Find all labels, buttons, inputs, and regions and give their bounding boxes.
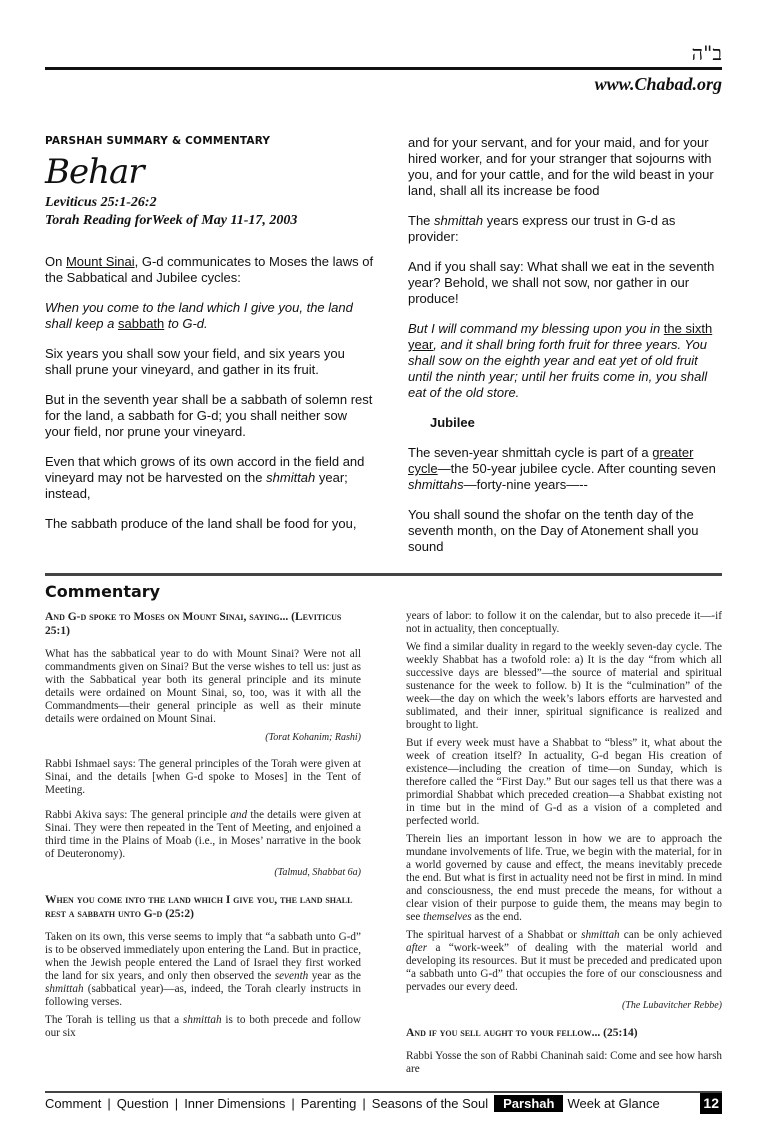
text-span: the details were given at Sinai. They were then repeated in the Tent of Meeting, and enjoined a third time in the Plains of Moab (i.e., in Moses’ narrative in the book of Deuteronomy). [45, 809, 361, 860]
reading-reference [45, 194, 375, 230]
text-span: The spiritual harvest of a Shabbat or [406, 929, 582, 941]
paragraph [45, 610, 361, 638]
paragraph [45, 758, 361, 797]
commentary-section [45, 610, 722, 1081]
text-span: and [230, 809, 248, 821]
text-span: seventh [274, 970, 309, 982]
summary-left-wrap [45, 135, 375, 569]
nav-inner-dimensions[interactable]: Inner Dimensions [184, 1095, 286, 1111]
paragraph [406, 833, 722, 924]
text-span: The sabbath produce of the land shall be food for you, [45, 516, 357, 531]
paragraph [408, 507, 722, 555]
text-span: Six years you shall sow your field, and six years you shall prune your vineyard, and gather in its fruit. [45, 346, 345, 377]
commentary-left-column [45, 610, 361, 1081]
paragraph [406, 929, 722, 994]
text-span: greater cycle [408, 445, 694, 476]
text-span: , and it shall bring forth fruit for three years. You shall sow on the eighth year and eat yet of old fruit until the ninth year; until her fruits come in, you shall eat of the old store. [408, 337, 708, 400]
text-span: Mount Sinai [65, 254, 135, 269]
nav-separator: | [291, 1095, 295, 1111]
text-span: and for your servant, and for your maid, and for your hired worker, and for your stranger that sojourns with you, and for your cattle, and for the wild beast in your land, shall all its increase be food [408, 135, 714, 198]
text-span: (sabbatical year)—as, indeed, the Torah clearly instructs in following verses. [45, 983, 361, 1008]
verse-heading: When you come into the land which I give you, the land shall rest a sabbath unto G-d (25:2) [45, 894, 353, 920]
text-span: is to both precede and follow our six [45, 1014, 361, 1039]
text-span: Taken on its own, this verse seems to imply that “a sabbath unto G-d” is to be observed immediately upon entering the Land. But in practice, when the Jewish people entered the Land of Israel they first worked the land for six years, and only then observed the [45, 931, 361, 982]
nav-question[interactable]: Question [116, 1095, 169, 1111]
site-url[interactable]: www.Chabad.org [594, 74, 722, 94]
paragraph [45, 516, 375, 532]
text-span: And if you shall say: What shall we eat in the seventh year? Behold, we shall not sow, nor gather in our produce! [408, 259, 715, 306]
text-span: as the end. [471, 911, 522, 923]
nav-separator: | [107, 1095, 111, 1111]
text-span: the sixth year [408, 321, 713, 352]
paragraph [408, 445, 722, 493]
text-span: a “work-week” of dealing with the material world and developing its resources. But it must be preceded and predicated upon “a sabbath unto G-d” that occupies the fore of our consciousness and pervades our every deed. [406, 942, 722, 993]
nav-parshah-active[interactable]: Parshah [494, 1095, 563, 1112]
page-title: Behar [45, 152, 144, 192]
summary-right-column [408, 135, 722, 569]
paragraph [408, 321, 722, 401]
nav-separator: | [174, 1095, 179, 1111]
paragraph [45, 931, 361, 1009]
paragraph [406, 1026, 722, 1040]
text-span: to G-d. [164, 316, 208, 331]
paragraph [430, 415, 722, 431]
text-span: On [45, 254, 66, 269]
nav-parenting[interactable]: Parenting [300, 1095, 357, 1111]
text-span: shmittah [183, 1014, 222, 1026]
text-span: shmittah [581, 929, 620, 941]
text-span: But I will command my blessing upon you in [408, 321, 664, 336]
text-span: sabbath [118, 316, 165, 331]
text-span: But in the seventh year shall be a sabbath of solemn rest for the land, a sabbath for G-d; you shall neither sow your field, nor prune your vineyard. [45, 392, 373, 439]
text-span: shmittah [266, 470, 316, 485]
commentary-divider [45, 573, 722, 576]
commentary-heading: Commentary [45, 582, 161, 601]
text-span: What has the sabbatical year to do with Mount Sinai? Were not all commandments given on Sinai? But the verse wishes to tell us: just as with the Sabbatical year both its general principle and its minute details were ordained on Mount Sinai, so, too, was it with all the Commandments—their general principle as well as their minute details were ordained on Mount Sinai. [45, 648, 361, 725]
paragraph [45, 392, 375, 440]
source-citation: (Torat Kohanim; Rashi) [265, 732, 361, 743]
header-rule [45, 67, 722, 70]
reading-week: Torah Reading forWeek of May 11-17, 2003 [45, 213, 298, 228]
paragraph [45, 732, 361, 744]
summary-left-column [45, 254, 375, 532]
text-span: Rabbi Yosse the son of Rabbi Chaninah said: Come and see how harsh are [406, 1050, 723, 1075]
verse-heading: And G-d spoke to Moses on Mount Sinai, saying... (Leviticus 25:1) [45, 611, 342, 637]
source-citation: (The Lubavitcher Rebbe) [622, 1000, 722, 1011]
paragraph [408, 213, 722, 245]
text-span: Rabbi Ishmael says: The general principles of the Torah were given at Sinai, and the details [when G-d spoke to Moses] in the Tent of Meeting. [45, 758, 361, 796]
paragraph [45, 254, 375, 286]
text-span: Therein lies an important lesson in how we are to approach the mundane involvements of life. True, we begin with the material, for in a world governed by cause and effect, the means inevitably precede the end. But what is first in actuality need not be first in mind. In mind and consciousness, the end must precede the means, for without a clear vision of their purpose to guide them, the means may begin to see [406, 833, 722, 923]
paragraph [406, 1050, 722, 1076]
nav-week-at-glance[interactable]: Week at Glance [567, 1095, 660, 1111]
verse-heading: And if you sell aught to your fellow... (25:14) [406, 1027, 638, 1039]
text-span: years of labor: to follow it on the calendar, but to also precede it—-if not in actuality, then conceptually. [406, 610, 722, 635]
paragraph [406, 737, 722, 828]
page-number: 12 [700, 1093, 722, 1114]
paragraph [45, 648, 361, 726]
paragraph [406, 610, 722, 636]
paragraph [45, 454, 375, 502]
text-span: The Torah is telling us that a [45, 1014, 183, 1026]
text-span: Even that which grows of its own accord in the field and vineyard may not be harvested on the [45, 454, 365, 485]
text-span: shmittah [45, 983, 84, 995]
paragraph [45, 809, 361, 861]
text-span: year as the [308, 970, 361, 982]
paragraph [45, 893, 361, 921]
source-citation: (Talmud, Shabbat 6a) [274, 867, 361, 878]
text-span: When you come to the land which I give you, the land shall keep a [45, 300, 353, 331]
nav-separator: | [362, 1095, 366, 1111]
text-span: We find a similar duality in regard to the weekly seven-day cycle. The weekly Shabbat has a twofold role: a) It is the day “from which all successive days are blessed”—the source of material and spiritual sustenance for the week to follow. b) It is the “culmination” of the week—the day on which the week’s labors efforts are harvested and sublimated, and their inner, spiritual significance is realized and brought to light. [406, 641, 722, 731]
text-span: —the 50-year jubilee cycle. After counting seven [437, 461, 716, 476]
text-span: can be only achieved [619, 929, 723, 941]
paragraph [408, 259, 722, 307]
paragraph [45, 1014, 361, 1040]
nav-seasons-of-the-soul[interactable]: Seasons of the Soul [371, 1095, 489, 1111]
subheading: Jubilee [430, 415, 475, 430]
hebrew-header-mark: ב"ה [691, 41, 722, 65]
text-span: But if every week must have a Shabbat to “bless” it, what about the week of creation itself? In actuality, G-d began His creation of existence—including the creation of time—on Sunday, which is therefore called the “First Day.” But our sages tell us that there was a primordial Shabbat which preceded creation—a Shabbat existing not in time but in the mind of G-d as a vision of a completed and perfected world. [406, 737, 722, 827]
text-span: The seven-year shmittah cycle is part of a [408, 445, 653, 460]
summary-section [45, 135, 722, 569]
text-span: after [406, 942, 428, 954]
paragraph [406, 641, 722, 732]
commentary-right-column [406, 610, 722, 1081]
text-span: , G-d communicates to Moses the laws of the Sabbatical and Jubilee cycles: [45, 254, 374, 285]
paragraph [408, 135, 722, 199]
paragraph [45, 867, 361, 879]
text-span: You shall sound the shofar on the tenth day of the seventh month, on the Day of Atonement shall you sound [408, 507, 699, 554]
text-span: shmittahs [408, 477, 464, 492]
scripture-reference: Leviticus 25:1-26:2 [45, 195, 157, 210]
text-span: shmittah [434, 213, 484, 228]
footer-nav [45, 1093, 722, 1113]
text-span: The [408, 213, 435, 228]
paragraph [45, 346, 375, 378]
text-span: Rabbi Akiva says: The general principle [45, 809, 231, 821]
text-span: year; instead, [45, 470, 348, 501]
paragraph [406, 1000, 722, 1012]
text-span: themselves [423, 911, 472, 923]
nav-comment[interactable]: Comment [45, 1095, 102, 1111]
text-span: years express our trust in G-d as provider: [408, 213, 676, 244]
text-span: —forty-nine years—-- [463, 477, 588, 492]
paragraph [45, 300, 375, 332]
section-kicker: PARSHAH SUMMARY & COMMENTARY [45, 135, 271, 147]
